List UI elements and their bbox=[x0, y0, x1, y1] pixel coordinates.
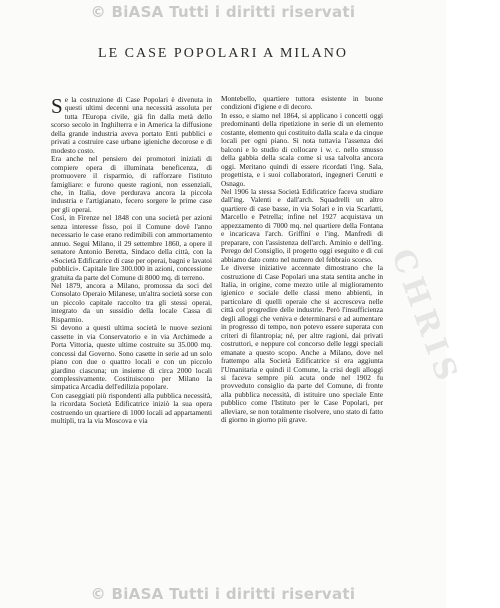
paragraph: Nel 1879, ancora a Milano, promossa da soci del Consolato Operaio Milanese, un'altra società sorse con un piccolo capitale raccolto tra gli stessi operai, integrato da un sussidio della locale Cassa di Risparmio. bbox=[51, 280, 212, 324]
paragraph: Era anche nel pensiero dei promotori iniziali di compiere opera di illuminata beneficenza, di promuovere il risparmio, di rafforzare l'istituto famigliare: e furono queste ragioni, non essenziali, che, in Italia, dove perdurava ancora la piccola industria e l'artigianato, fecero sorgere le prime case per gli operai. bbox=[51, 154, 212, 214]
watermark-side bbox=[384, 120, 466, 500]
article-title: LE CASE POPOLARI A MILANO bbox=[98, 46, 348, 61]
paragraph: Si devono a questi ultima società le nuove sezioni cassette in via Conservatorio e in via Archimede a Porta Vittoria, queste ultime costruite su 35.000 mq. concessi dal Governo. Sono casette in serie ad un solo piano con due o quattro locali e con un piccolo giardino ciascuna; un insieme di circa 2000 locali complessivamente. Costituiscono per Milano la simpatica Arcadia dell'edilizia popolare. bbox=[51, 323, 212, 392]
watermark-side-text: CHRIS bbox=[384, 244, 466, 391]
drop-cap: S bbox=[51, 94, 63, 118]
paragraph: Così, in Firenze nel 1848 con una società per azioni senza interesse fisso, poi il Comune dovè l'anno necessario le case erano redimibili con ammortamento annuo. Seguì Milano, il 29 settembre 1860, a opere il senatore Antonio Beretta, Sindaco della città, con la «Società Edificatrice di case per operai, bagni e lavatoi pubblici». Capitale lire 300.000 in azioni, concessione gratuita da parte del Comune di 8000 mq. di terreno. bbox=[51, 213, 212, 282]
right-column bbox=[221, 95, 383, 565]
paragraph: Con caseggiati più rispondenti alla pubblica necessità, la ricordata Società Edificatrice iniziò la sua opera costruendo un quartiere di 1000 locali ad appartamenti multipli, tra la via Moscova e via bbox=[51, 390, 212, 426]
watermark-bottom: © BiASA Tutti i diritti riservati bbox=[90, 585, 356, 603]
paragraph: e la costruzione di Case Popolari è divenuta in questi ultimi decenni una necessità assoluta per tutta l'Europa civile, già fin dalla metà dello scorso secolo in Inghilterra e in America la diffusione della grande industria aveva portato Enti pubblici e privati a costruire case urbane igieniche decorose e di modesto costo. bbox=[51, 95, 212, 155]
watermark-top: © BiASA Tutti i diritti riservati bbox=[90, 3, 356, 21]
left-column bbox=[51, 96, 212, 570]
paragraph: Nel 1906 la stessa Società Edificatrice faceva studiare dall'ing. Valenti e dall'arch. Squadrelli un altro quartiere di case basse, in via Solari e in via Scarlatti, Marcello e Petrella; infine nel 1927 acquistava un appezzamento di 7000 mq. nel quartiere della Fontana e incaricava l'arch. Griffini e l'ing. Manfredi di preparare, con l'assistenza dell'arch. Aminio e dell'ing. Perego del Consiglio, il progetto oggi eseguito e di cui abbiamo dato conto nel numero del febbraio scorso. bbox=[221, 186, 383, 264]
paragraph: In esso, e siamo nel 1864, si applicano i concetti oggi predominanti della ripetizione in serie di un elemento costante, elemento qui costituito dalla scala e da cinque locali per ogni piano. Si nota tuttavia l'assenza dei balconi e lo studio di collocare i w. c. nello smusso della gabbia della scala come si usa talvolta ancora oggi. Meritano quindi di essere ricordati l'ing. Sala, progettista, e i suoi collaboratori, ingegneri Cerutti e Osnago. bbox=[221, 110, 383, 188]
paragraph: Le diverse iniziative accennate dimostrano che la costruzione di Case Popolari una stata sentita anche in Italia, in origine, come mezzo utile al miglioramento igienico e sociale delle classi meno abbienti, in particolare di quelli operaie che si accresceva nelle città col progredire delle industrie. Però l'insufficienza degli alloggi che veniva e determinarsi e ad aumentare in progresso di tempo, non potevo essere superata con criteri di filantropia; né, per altre ragioni, dai privati costruttori, e neppure col concorso delle leggi speciali emanate a questo scopo. Anche a Milano, dove nel frattempo alla Società Edificatrice si era aggiunta l'Umanitaria e quindi il Comune, la crisi degli alloggi si faceva sempre più acuta onde nel 1902 fu provveduto consiglio da parte del Comune, di fronte alla pubblica necessità, di istituire uno speciale Ente pubblico come l'Istituto per le Case Popolari, per alleviare, se non totalmente risolvere, uno stato di fatto di giorno in giorno più grave. bbox=[221, 263, 383, 425]
paragraph: Montebello, quartiere tuttora esistente in buone condizioni d'igiene e di decoro. bbox=[221, 94, 383, 112]
